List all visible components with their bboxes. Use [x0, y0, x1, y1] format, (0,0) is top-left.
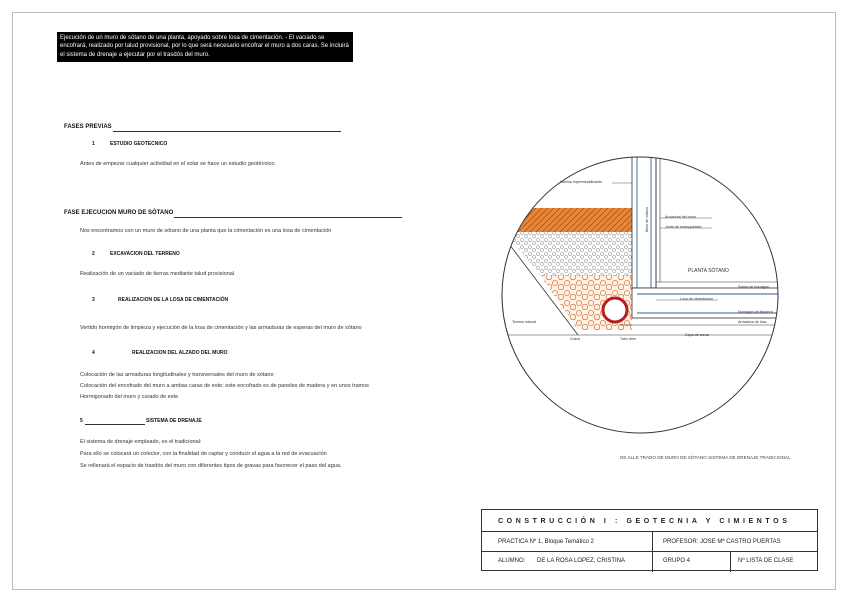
- step-number: 1: [92, 141, 95, 147]
- section-title-fase-ejecucion: FASE EJECUCION MURO DE SÓTANO: [64, 210, 174, 216]
- course-title: CONSTRUCCIÓN I : GEOTECNIA Y CIMIENTOS: [498, 518, 791, 525]
- label-junta: Junta de estanqueidad: [665, 225, 702, 229]
- basement-wall: [632, 138, 656, 288]
- step-text: Colocación de las armaduras longitudinales y transversales del muro de sótano: [80, 372, 274, 378]
- practice-label: PRACTICA Nº 1, Bloque Temático 2: [498, 539, 594, 545]
- label-losa: Losa de cimentación: [680, 297, 713, 301]
- step-text: Para ello se colocará un colector, con la finalidad de captar y conducir el agua a la red de evacuación: [80, 451, 327, 457]
- title-row-practice: [482, 532, 817, 552]
- student-label: ALUMNO:: [498, 558, 526, 564]
- step-text: Antes de empezar cualquier actividad en el solar se hace un estudio geotécnico.: [80, 161, 276, 167]
- step-number: 4: [92, 350, 95, 356]
- step-number: 5: [80, 418, 83, 424]
- step-title: REALIZACION DEL ALZADO DEL MURO: [132, 350, 228, 356]
- label-terreno: Terreno natural: [512, 320, 537, 324]
- label-hormigon-limpieza: Hormigón de limpieza: [738, 310, 773, 314]
- cell-divider: [730, 552, 731, 572]
- label-planta-sotano: PLANTA SÓTANO: [688, 268, 729, 274]
- label-muro: Muro de sótano: [645, 207, 649, 232]
- section-intro: Nos encontramos con un muro de sótano de una planta que la cimentación es una losa de cimentación: [80, 228, 332, 234]
- label-armadura-muro: Armadura del muro: [665, 215, 696, 219]
- step-title: EXCAVACION DEL TERRENO: [110, 251, 180, 257]
- list-number-label: Nº LISTA DE CLASE: [738, 558, 794, 564]
- step-text: Colocación del encofrado del muro a ambas caras de este; este encofrado es de paneles de madera y en unos tramos: [80, 383, 369, 389]
- step-title: ESTUDIO GEOTECNICO: [110, 141, 168, 147]
- step-text: El sistema de drenaje empleado, es el tradicional:: [80, 439, 202, 445]
- cell-divider: [652, 532, 653, 552]
- step-number: 2: [92, 251, 95, 257]
- student-name: DE LA ROSA LOPEZ, CRISTINA: [537, 558, 626, 564]
- step-title: SISTEMA DE DRENAJE: [146, 418, 202, 424]
- step-text: Realización de un vaciado de tierras mediante talud provisional.: [80, 271, 236, 277]
- label-impermeabilizante: Lámina impermeabilizante: [560, 180, 602, 184]
- label-solera: Solera de hormigón: [738, 285, 770, 289]
- natural-soil: [500, 208, 632, 232]
- drain-pipe: [603, 298, 627, 322]
- step-number: 3: [92, 297, 95, 303]
- step-text: Vertido hormigón de limpieza y ejecución de la losa de cimentación y las armaduras de esperas del muro de sótano: [80, 325, 362, 331]
- cell-divider: [652, 552, 653, 572]
- group-label: GRUPO 4: [663, 558, 691, 564]
- label-armadura-losa: Armadura de losa: [738, 320, 767, 324]
- step-text: Se rellenará el espacio de trasdós del muro con diferentes tipos de gravas para favorecer el paso del agua.: [80, 463, 342, 469]
- title-block: [481, 509, 818, 571]
- professor-label: PROFESOR: JOSE Mª CASTRO PUERTAS: [663, 539, 781, 545]
- section-title-fases-previas: FASES PREVIAS: [64, 124, 112, 130]
- step-title: REALIZACION DE LA LOSA DE CIMENTACIÓN: [118, 297, 229, 303]
- title-row-course: [482, 510, 817, 532]
- step-text: Hormigonado del muro y curado de este: [80, 394, 179, 400]
- label-arena: Capa de arena: [685, 333, 709, 337]
- label-grava: Grava: [570, 337, 580, 341]
- label-tubo-dren: Tubo dren: [620, 337, 637, 341]
- diagram-caption: DE ALLE TRADO DE MURO DE SÓTANO SISTEMA DE DRENAJE TRADICIONAL: [620, 455, 791, 460]
- header-note: Ejecución de un muro de sótano de una planta, apoyado sobre losa de cimentación. - El vaciado se encofrará, realizado por talud provisional, por lo que será necesario encofrar el muro a dos caras. Se incluirá el sistema de drenaje a ejecutar por el trasdós del muro.: [57, 32, 353, 62]
